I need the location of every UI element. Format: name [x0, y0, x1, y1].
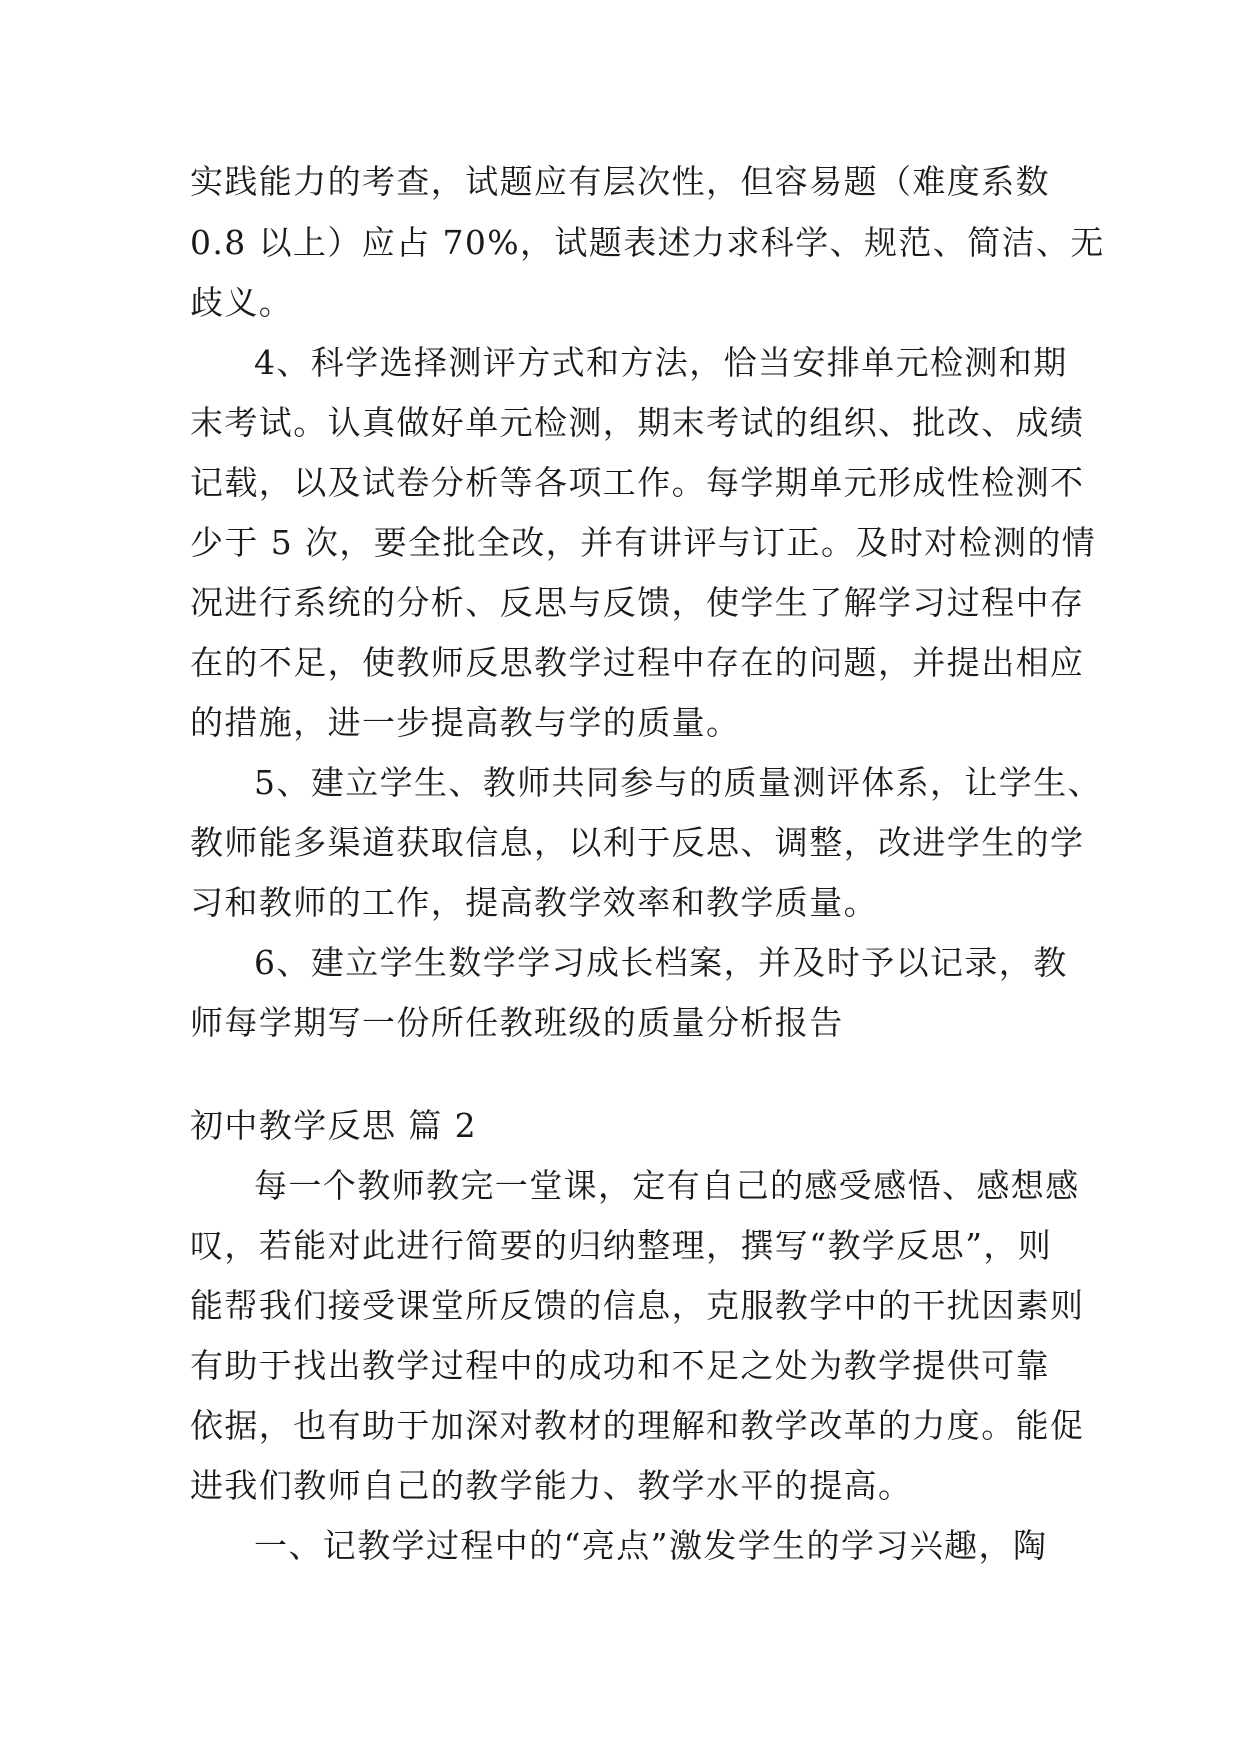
text-line: 记载，以及试卷分析等各项工作。每学期单元形成性检测不 [190, 463, 1085, 502]
text-line: 况进行系统的分析、反思与反馈，使学生了解学习过程中存 [190, 583, 1085, 622]
text-line: 进我们教师自己的教学能力、教学水平的提高。 [190, 1466, 913, 1505]
text-line: 依据，也有助于加深对教材的理解和教学改革的力度。能促 [190, 1406, 1085, 1445]
text-line: 一、记教学过程中的“亮点”激发学生的学习兴趣，陶 [254, 1526, 1048, 1565]
text-line: 5、建立学生、教师共同参与的质量测评体系，让学生、 [254, 763, 1102, 802]
text-line: 实践能力的考查，试题应有层次性，但容易题（难度系数 [190, 162, 1050, 201]
text-line: 少于 5 次，要全批全改，并有讲评与订正。及时对检测的情 [190, 523, 1097, 562]
text-line: 叹，若能对此进行简要的归纳整理，撰写“教学反思”，则 [190, 1226, 1053, 1265]
text-line: 在的不足，使教师反思教学过程中存在的问题，并提出相应 [190, 643, 1085, 682]
text-line: 习和教师的工作，提高教学效率和教学质量。 [190, 883, 878, 922]
text-line: 的措施，进一步提高教与学的质量。 [190, 703, 741, 742]
text-line: 教师能多渠道获取信息，以利于反思、调整，改进学生的学 [190, 823, 1085, 862]
text-line: 能帮我们接受课堂所反馈的信息，克服教学中的干扰因素则 [190, 1286, 1085, 1325]
text-line: 有助于找出教学过程中的成功和不足之处为教学提供可靠 [190, 1346, 1050, 1385]
text-line: 末考试。认真做好单元检测，期末考试的组织、批改、成绩 [190, 403, 1085, 442]
text-line: 0.8 以上）应占 70%，试题表述力求科学、规范、简洁、无 [190, 223, 1105, 262]
text-line: 每一个教师教完一堂课，定有自己的感受感悟、感想感 [254, 1166, 1080, 1205]
text-line: 4、科学选择测评方式和方法，恰当安排单元检测和期 [254, 343, 1068, 382]
section-heading: 初中教学反思 篇 2 [190, 1106, 477, 1145]
text-line: 歧义。 [190, 283, 294, 322]
text-line: 师每学期写一份所任教班级的质量分析报告 [190, 1003, 844, 1042]
text-line: 6、建立学生数学学习成长档案，并及时予以记录，教 [254, 943, 1068, 982]
